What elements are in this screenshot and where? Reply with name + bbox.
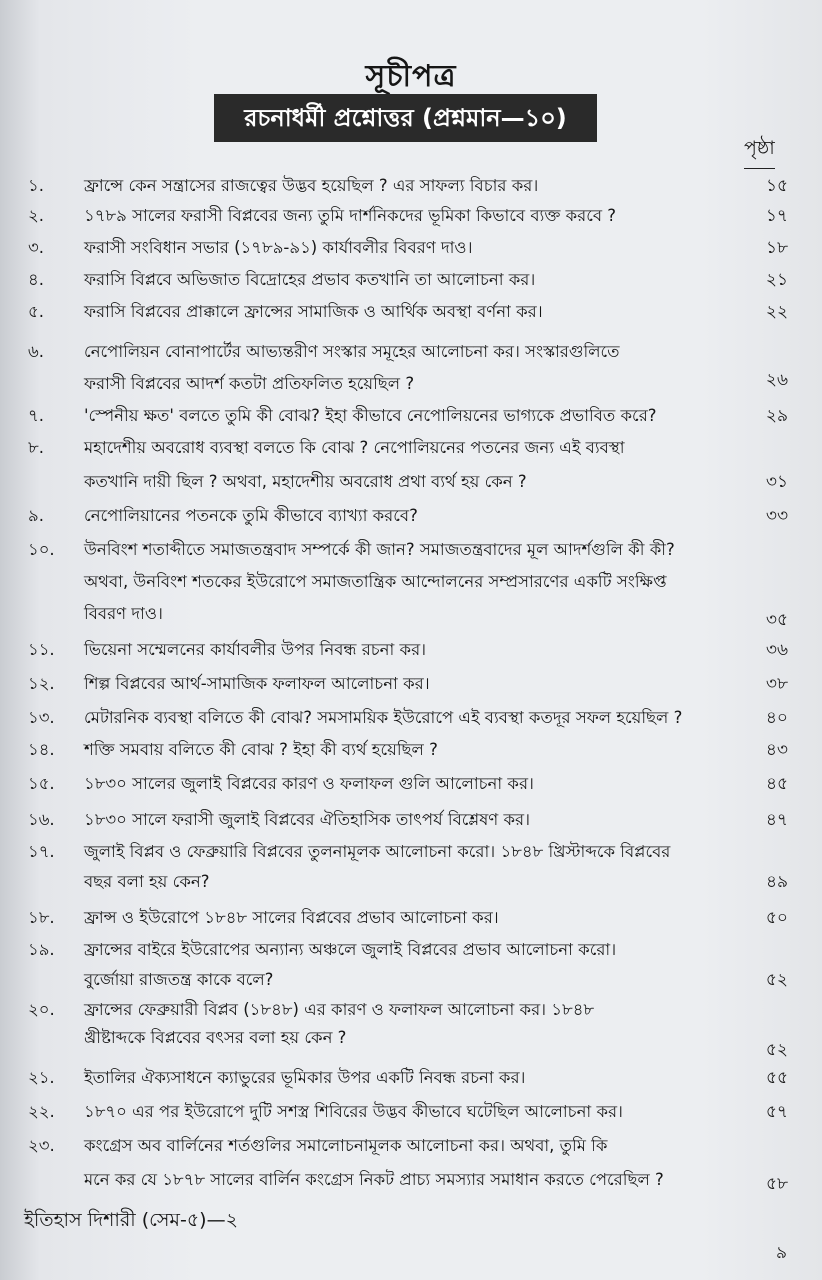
entry-number: ৫. xyxy=(28,302,44,321)
entry-number: ৯. xyxy=(28,506,44,525)
entry-page-number: ৪৩ xyxy=(765,740,788,760)
entry-question-line: উনবিংশ শতাব্দীতে সমাজতন্ত্রবাদ সম্পর্কে কী জান? সমাজতন্ত্রবাদের মূল আদর্শগুলি কী কী? xyxy=(84,540,675,559)
entry-question-line: শক্তি সমবায় বলিতে কী বোঝ ? ইহা কী ব্যর্থ হয়েছিল ? xyxy=(84,740,438,759)
entry-number: ১৬. xyxy=(28,810,55,829)
entry-question-line: বুর্জোয়া রাজতন্ত্র কাকে বলে? xyxy=(84,970,274,989)
entry-page-number: ৫৮ xyxy=(765,1174,788,1194)
entry-page-number: ৪৭ xyxy=(765,810,788,830)
entry-question-line: মনে কর যে ১৮৭৮ সালের বার্লিন কংগ্রেস নিকট প্রাচ্য সমস্যার সমাধান করতে পেরেছিল ? xyxy=(84,1170,664,1189)
entry-question-line: ফরাসী সংবিধান সভার (১৭৮৯-৯১) কার্যাবলীর বিবরণ দাও। xyxy=(84,238,473,257)
entry-number: ২০. xyxy=(28,1000,55,1019)
entry-number: ১০. xyxy=(28,540,55,559)
entry-question-line: মেটারনিক ব্যবস্থা বলিতে কী বোঝ? সমসাময়িক ইউরোপে এই ব্যবস্থা কতদূর সফল হয়েছিল ? xyxy=(84,708,683,727)
entry-number: ১২. xyxy=(28,674,55,693)
entry-page-number: ২৯ xyxy=(765,406,788,426)
entry-question-line: ১৮৩০ সালে ফরাসী জুলাই বিপ্লবের ঐতিহাসিক তাৎপর্য বিশ্লেষণ কর। xyxy=(84,810,531,829)
entry-number: ১৫. xyxy=(28,774,55,793)
section-banner: রচনাধর্মী প্রশ্নোত্তর (প্রশ্নমান—১০) xyxy=(214,94,597,142)
entry-question-line: শিল্প বিপ্লবের আর্থ-সামাজিক ফলাফল আলোচনা কর। xyxy=(84,674,430,693)
entry-page-number: ৩৫ xyxy=(765,610,788,630)
entry-question-line: বছর বলা হয় কেন? xyxy=(84,872,210,891)
entry-question-line: ফরাসি বিপ্লবে অভিজাত বিদ্রোহের প্রভাব কতখানি তা আলোচনা কর। xyxy=(84,270,536,289)
page-title: সূচীপত্র xyxy=(365,59,457,94)
page-column-heading: পৃষ্ঠা xyxy=(744,134,775,169)
entry-question-line: ফ্রান্সের বাইরে ইউরোপের অন্যান্য অঞ্চলে জুলাই বিপ্লবের প্রভাব আলোচনা করো। xyxy=(84,940,617,959)
entry-page-number: ৩৮ xyxy=(765,674,788,694)
entry-number: ২২. xyxy=(28,1102,55,1121)
page-folio: ৯ xyxy=(776,1243,788,1263)
entry-page-number: ৩১ xyxy=(765,472,788,492)
entry-number: ২. xyxy=(28,206,44,225)
entry-page-number: ১৫ xyxy=(765,176,788,196)
entry-page-number: ৫২ xyxy=(765,1040,788,1060)
book-footer: ইতিহাস দিশারী (সেম-৫)—২ xyxy=(24,1209,238,1231)
entry-page-number: ৪৯ xyxy=(765,872,788,892)
entry-number: ১৭. xyxy=(28,842,55,861)
entry-question-line: ১৮৭০ এর পর ইউরোপে দুটি সশস্ত্র শিবিরের উদ্ভব কীভাবে ঘটেছিল আলোচনা কর। xyxy=(84,1102,623,1121)
entry-page-number: ১৭ xyxy=(765,206,788,226)
entry-question-line: ইতালির ঐক্যসাধনে ক্যাভুরের ভূমিকার উপর একটি নিবন্ধ রচনা কর। xyxy=(84,1068,526,1087)
entry-page-number: ৩৩ xyxy=(765,506,788,526)
entry-number: ১৯. xyxy=(28,940,55,959)
entry-question-line: খ্রীষ্টাব্দকে বিপ্লবের বৎসর বলা হয় কেন ? xyxy=(84,1028,347,1047)
entry-page-number: ২৬ xyxy=(765,370,788,390)
entry-question-line: ফ্রান্সে কেন সন্ত্রাসের রাজত্বের উদ্ভব হয়েছিল ? এর সাফল্য বিচার কর। xyxy=(84,176,539,195)
entry-page-number: ৫২ xyxy=(765,970,788,990)
entry-page-number: ৪৫ xyxy=(765,774,788,794)
entry-page-number: ২২ xyxy=(765,302,788,322)
entry-number: ৬. xyxy=(28,342,44,361)
entry-question-line: ফরাসি বিপ্লবের প্রাক্কালে ফ্রান্সের সামাজিক ও আর্থিক অবস্থা বর্ণনা কর। xyxy=(84,302,543,321)
entry-question-line: নেপোলিয়ানের পতনকে তুমি কীভাবে ব্যাখ্যা করবে? xyxy=(84,506,418,525)
entry-number: ২৩. xyxy=(28,1136,55,1155)
entry-number: ১৪. xyxy=(28,740,55,759)
entry-number: ২১. xyxy=(28,1068,55,1087)
entry-question-line: নেপোলিয়ন বোনাপার্টের আভ্যন্তরীণ সংস্কার সমূহের আলোচনা কর। সংস্কারগুলিতে xyxy=(84,342,620,361)
entry-number: ১. xyxy=(28,176,44,195)
entry-number: ৮. xyxy=(28,438,44,457)
entry-number: ৪. xyxy=(28,270,44,289)
entry-question-line: মহাদেশীয় অবরোধ ব্যবস্থা বলতে কি বোঝ ? নেপোলিয়নের পতনের জন্য এই ব্যবস্থা xyxy=(84,438,625,457)
entry-number: ৭. xyxy=(28,406,44,425)
entry-page-number: ১৮ xyxy=(765,238,788,258)
entry-page-number: ৫০ xyxy=(765,908,788,928)
entry-question-line: ফ্রান্স ও ইউরোপে ১৮৪৮ সালের বিপ্লবের প্রভাব আলোচনা কর। xyxy=(84,908,499,927)
entry-number: ১৮. xyxy=(28,908,55,927)
entry-page-number: ৩৬ xyxy=(765,640,788,660)
entry-question-line: ফরাসী বিপ্লবের আদর্শ কতটা প্রতিফলিত হয়েছিল ? xyxy=(84,374,415,393)
entry-question-line: ১৭৮৯ সালের ফরাসী বিপ্লবের জন্য তুমি দার্শনিকদের ভূমিকা কিভাবে ব্যক্ত করবে ? xyxy=(84,206,617,225)
entry-question-line: বিবরণ দাও। xyxy=(84,604,163,623)
entry-question-line: কংগ্রেস অব বার্লিনের শর্তগুলির সমালোচনামূলক আলোচনা কর। অথবা, তুমি কি xyxy=(84,1136,608,1155)
entry-question-line: জুলাই বিপ্লব ও ফেব্রুয়ারি বিপ্লবের তুলনামূলক আলোচনা করো। ১৮৪৮ খ্রিস্টাব্দকে বিপ্লবের xyxy=(84,842,671,861)
entry-question-line: কতখানি দায়ী ছিল ? অথবা, মহাদেশীয় অবরোধ প্রথা ব্যর্থ হয় কেন ? xyxy=(84,472,527,491)
entry-number: ১১. xyxy=(28,640,55,659)
entry-number: ৩. xyxy=(28,238,44,257)
entry-question-line: ১৮৩০ সালের জুলাই বিপ্লবের কারণ ও ফলাফল গুলি আলোচনা কর। xyxy=(84,774,534,793)
entry-page-number: ২১ xyxy=(765,270,788,290)
entry-page-number: ৫৭ xyxy=(765,1102,788,1122)
entry-question-line: অথবা, উনবিংশ শতকের ইউরোপে সমাজতান্ত্রিক আন্দোলনের সম্প্রসারণের একটি সংক্ষিপ্ত xyxy=(84,572,667,591)
entry-page-number: ৪০ xyxy=(765,708,788,728)
entry-question-line: ফ্রান্সের ফেব্রুয়ারী বিপ্লব (১৮৪৮) এর কারণ ও ফলাফল আলোচনা কর। ১৮৪৮ xyxy=(84,1000,595,1019)
entry-question-line: ভিয়েনা সম্মেলনের কার্যাবলীর উপর নিবন্ধ রচনা কর। xyxy=(84,640,427,659)
entry-question-line: 'স্পেনীয় ক্ষত' বলতে তুমি কী বোঝ? ইহা কীভাবে নেপোলিয়নের ভাগ্যকে প্রভাবিত করে? xyxy=(84,406,657,425)
entry-page-number: ৫৫ xyxy=(765,1068,788,1088)
entry-number: ১৩. xyxy=(28,708,55,727)
